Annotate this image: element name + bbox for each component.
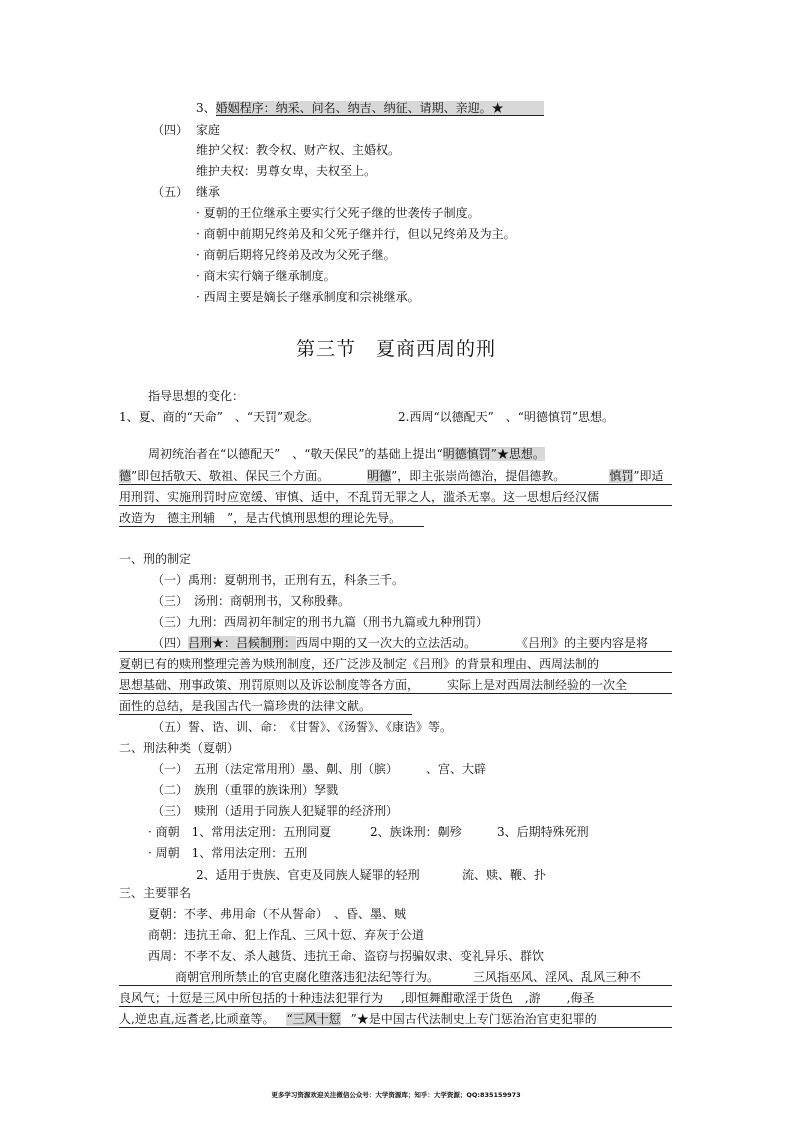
s3-zhou: 西周：不孝不友、杀人越货、违抗王命、盗窃与拐骗奴隶、变礼异乐、群饮: [148, 949, 545, 963]
underline: [119, 985, 672, 986]
underline: [119, 1006, 672, 1007]
footer-note: 更多学习资源欢迎关注微信公众号：大学资源库；知乎：大学资源；QQ:835159973: [271, 1091, 521, 1099]
guide-para-line-4: 改造为 德主刑辅 ”，是古代慎刑思想的理论先导。: [119, 511, 402, 525]
guide-point-1: 1、夏、商的“天命” 、“天罚”观念。: [119, 410, 320, 424]
guide-point-2: 2.西周“以德配天” 、“明德慎罚”思想。: [398, 410, 614, 424]
bullet-3: · 商朝后期将兄终弟及改为父死子继。: [196, 248, 396, 262]
s1-item-4-line-4: 面性的总结，是我国古代一篇珍贵的法律文献。: [119, 699, 372, 713]
s2-item-3: （三） 赎刑（适用于同族人犯疑罪的经济刑）: [152, 804, 399, 818]
s2-shang-2: 2、族诛刑：劓殄: [370, 825, 462, 839]
s1-item-4-line-3: 思想基础、刑事政策、刑罚原则以及诉讼制度等各方面， 实际上是对西周法制经验的一次全: [119, 678, 628, 692]
section-title: 第三节 夏商西周的刑: [295, 338, 496, 360]
underline: [119, 526, 424, 527]
underline: [119, 651, 672, 652]
s1-heading: 一、刑的制定: [119, 552, 192, 566]
s2-zhou-2: 2、适用于贵族、官吏及同族人疑罪的轻刑: [196, 868, 420, 882]
bullet-1: · 夏朝的王位继承主要实行父死子继的世袭传子制度。: [196, 206, 480, 220]
s1-item-1: （一）禹刑：夏朝刑书，正刑有五，科条三千。: [152, 573, 405, 587]
s2-item-2: （二） 族刑（重罪的族诛刑）孥戮: [152, 783, 339, 797]
s1-item-2: （三） 汤刑：商朝刑书，又称殷彝。: [152, 594, 351, 608]
underline: [119, 693, 672, 694]
s2-shang-3: 3、后期特殊死刑: [497, 825, 589, 839]
s2-zhou-light-penalties: 流、赎、鞭、扑: [462, 868, 547, 882]
underline: [119, 672, 672, 673]
guide-para-line-2: 德”即包括敬天、敬祖、保民三个方面。 明德”，即主张崇尚德治，提倡德教。 慎罚”即适: [119, 469, 664, 483]
s3-para-line-3: 人,逆忠直,远耆老,比顽童等。 “三风十愆 ”★是中国古代法制史上专门惩治治官吏犯罪的: [119, 1012, 597, 1026]
husband-rights: 维护夫权：男尊女卑，夫权至上。: [196, 164, 377, 178]
underline: [119, 505, 672, 506]
s3-para-line-2: 良风气；十愆是三风中所包括的十种违法犯罪行为 ,即恒舞酣歌淫于货色 ,游 ,侮圣: [119, 991, 595, 1005]
s2-zhou: · 周朝 1、常用法定刑：五刑: [148, 846, 308, 860]
marriage-procedure: 婚姻程序：纳采、问名、纳吉、纳征、请期、亲迎。★: [216, 101, 544, 116]
father-rights: 维护父权：教令权、财产权、主婚权。: [196, 143, 401, 157]
s3-para-line-1: 商朝官刑所禁止的官吏腐化堕落违犯法纪等行为。 三风指巫风、淫风、乱风三种不: [175, 970, 642, 984]
s2-item-1: （一） 五刑（法定常用刑）墨、劓、刖（膑） 、宫、大辟: [152, 762, 487, 776]
s1-item-4: （四）吕刑★：吕候制刑：西周中期的又一次大的立法活动。 《吕刑》的主要内容是将: [152, 636, 649, 650]
s1-item-4-line-2: 夏朝已有的赎刑整理完善为赎刑制度，还广泛涉及制定《吕刑》的背景和理由、西周法制的: [119, 657, 600, 671]
heading-family: （四） 家庭: [152, 123, 221, 137]
s2-shang: · 商朝 1、常用法定刑：五刑同夏: [148, 825, 332, 839]
s3-shang: 商朝：违抗王命、犯上作乱、三风十愆、弃灰于公道: [148, 928, 425, 942]
guide-para-line-1: 周初统治者在“以德配天” 、“敬天保民”的基础上提出“明德慎罚”★思想。: [148, 447, 545, 461]
bullet-4: · 商末实行嫡子继承制度。: [196, 269, 336, 283]
underline: [119, 714, 412, 715]
guide-heading: 指导思想的变化：: [148, 389, 245, 403]
s1-item-3: （三）九刑：西周初年制定的刑书九篇（刑书九篇或九种刑罚）: [152, 615, 489, 629]
bullet-2: · 商朝中前期兄终弟及和父死子继并行，但以兄终弟及为主。: [196, 227, 516, 241]
s3-xia: 夏朝：不孝、弗用命（不从誓命） 、昏、墨、贼: [148, 907, 407, 921]
guide-para-line-3: 用刑罚、实施刑罚时应宽缓、审慎、适中，不乱罚无罪之人，滥杀无辜。这一思想后经汉儒: [119, 490, 600, 504]
underline: [119, 484, 672, 485]
s3-heading: 三、主要罪名: [119, 886, 192, 900]
marriage-line: 3、婚姻程序：纳采、问名、纳吉、纳征、请期、亲迎。★: [196, 100, 544, 116]
heading-inheritance: （五） 继承: [152, 185, 221, 199]
s2-heading: 二、刑法种类（夏朝）: [119, 741, 240, 755]
underline: [119, 1027, 672, 1028]
s1-item-5: （五）誓、诰、训、命： 《甘誓》、《汤誓》、《康诰》等。: [152, 720, 453, 734]
bullet-5: · 西周主要是嫡长子继承制度和宗祧继承。: [196, 290, 420, 304]
